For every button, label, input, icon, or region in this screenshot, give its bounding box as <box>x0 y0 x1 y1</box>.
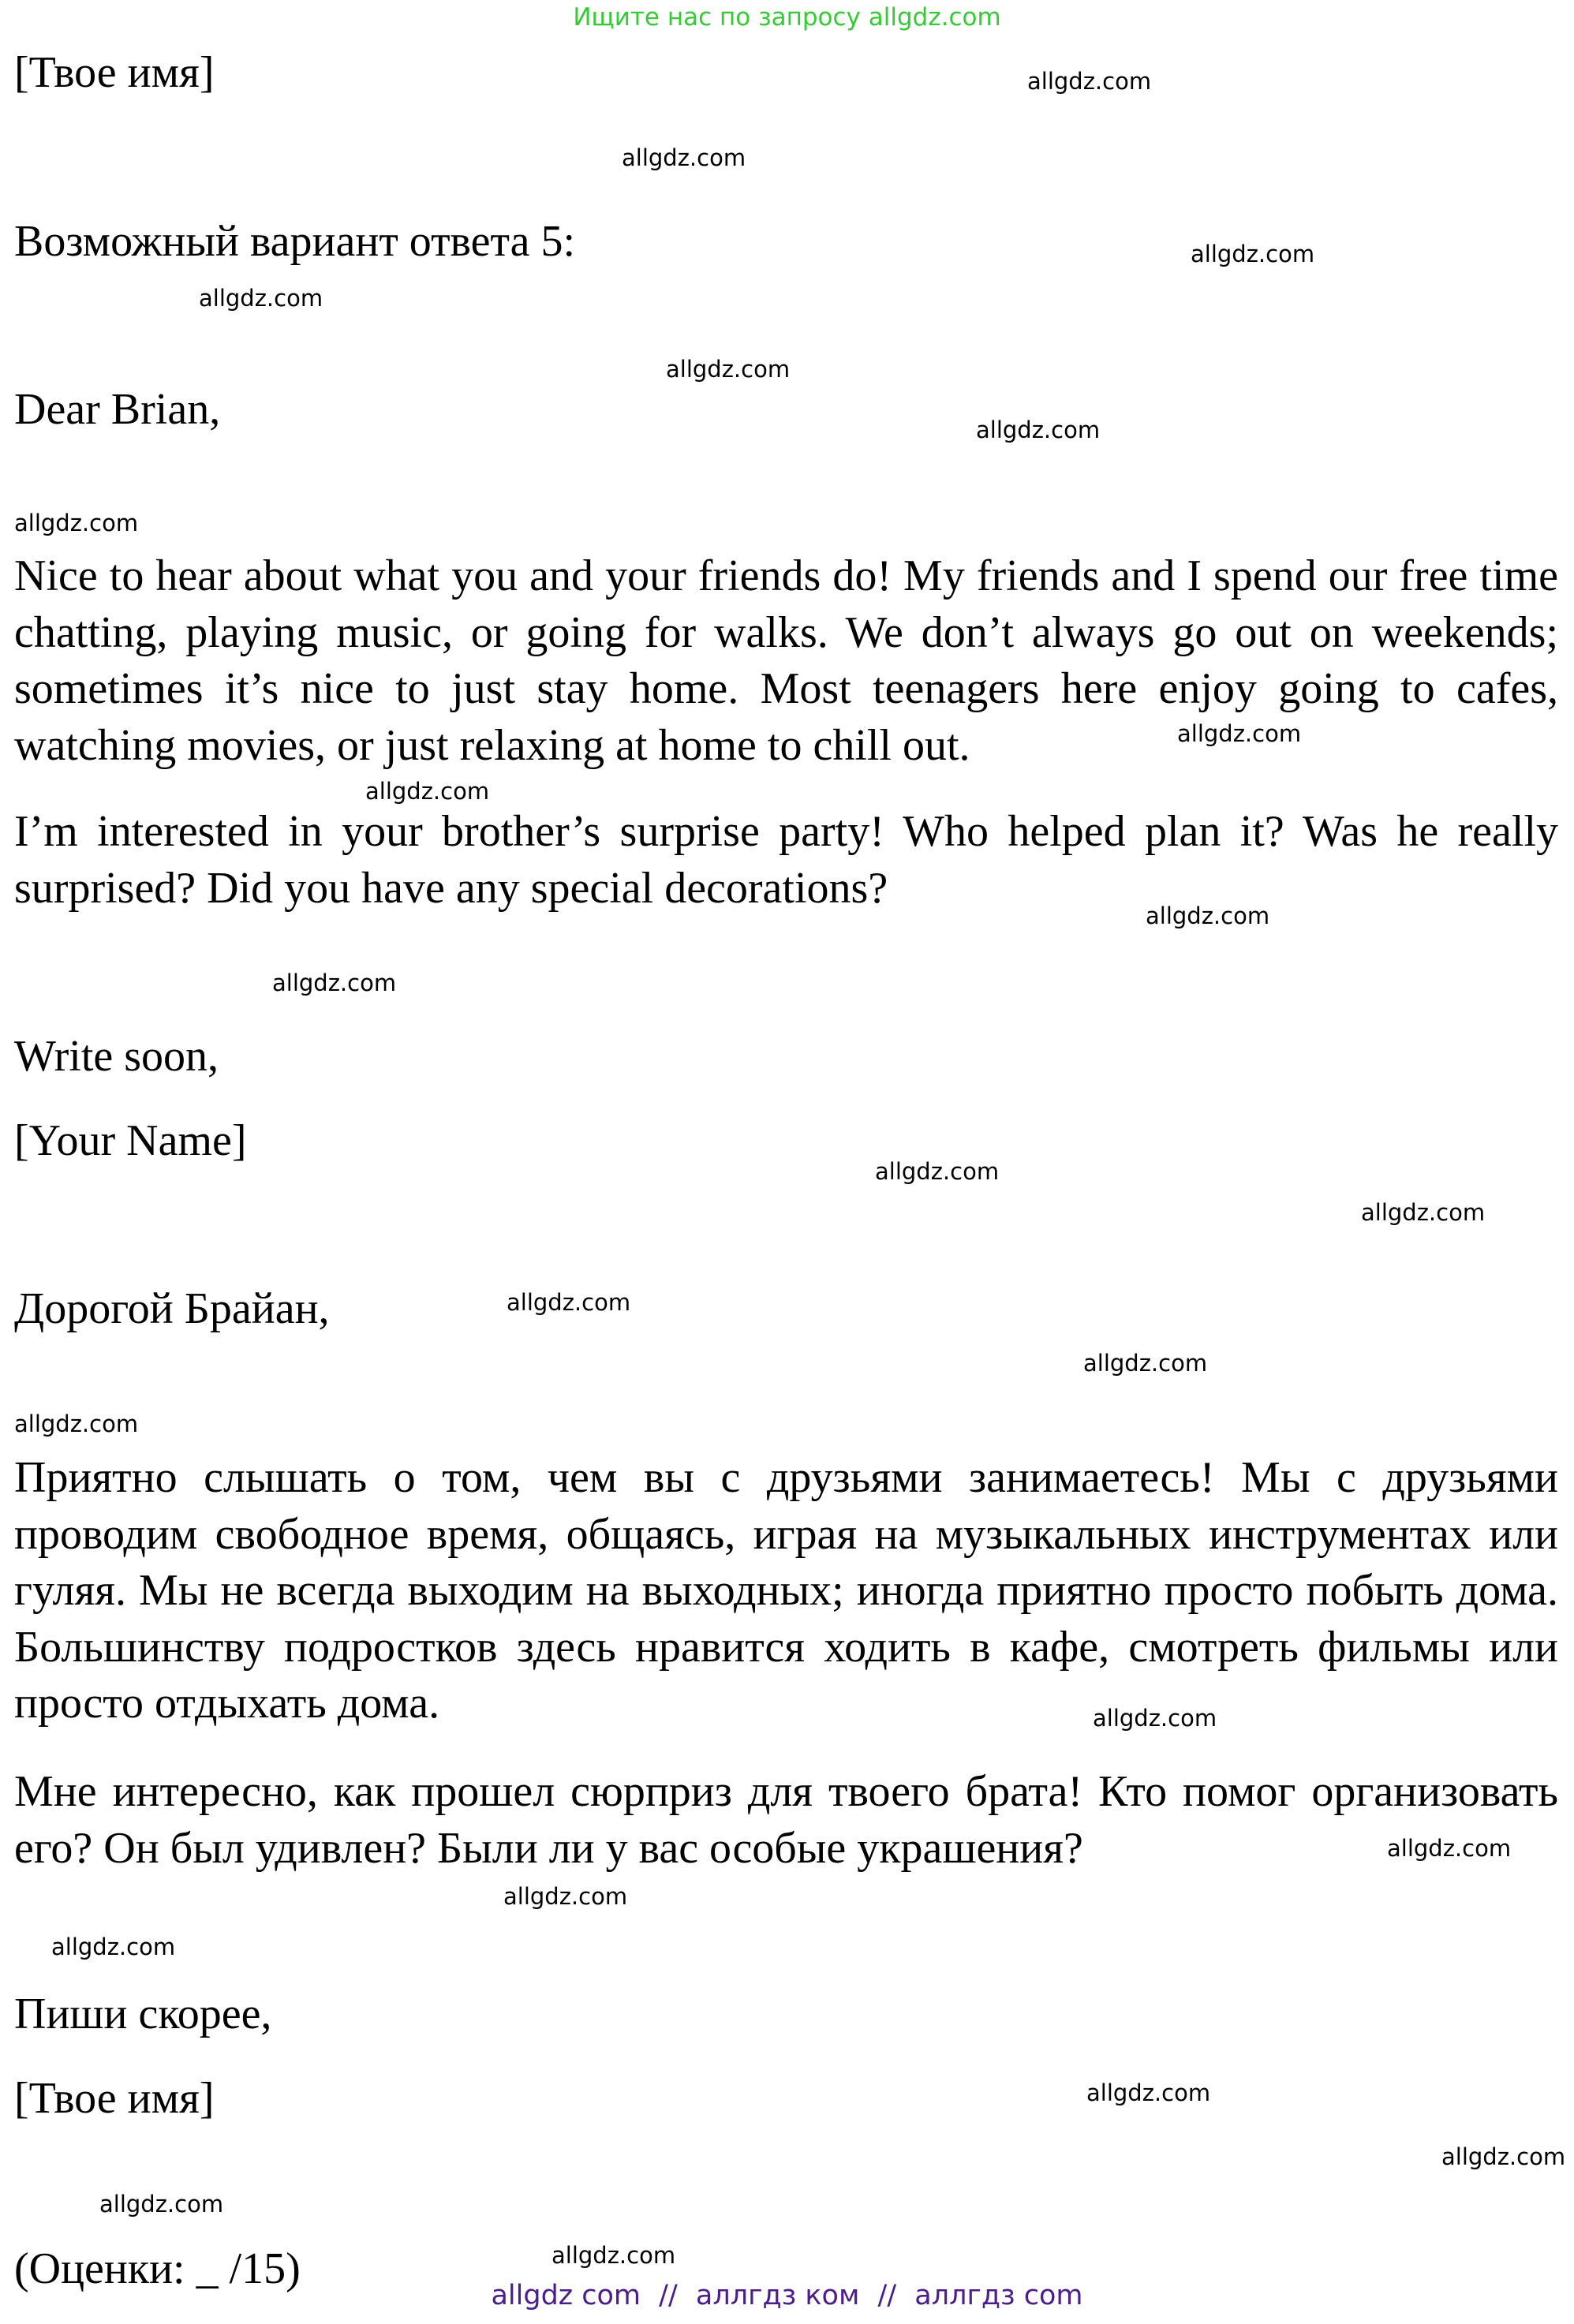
watermark: allgdz.com <box>1191 241 1315 267</box>
watermark: allgdz.com <box>875 1158 1000 1185</box>
watermark: allgdz.com <box>551 2242 676 2269</box>
footer-separator: // <box>659 2280 678 2311</box>
watermark: allgdz.com <box>1093 1705 1217 1732</box>
watermark: allgdz.com <box>1146 902 1270 929</box>
header-search-link[interactable]: Ищите нас по запросу allgdz.com <box>573 3 1001 32</box>
watermark: allgdz.com <box>272 970 397 996</box>
watermark: allgdz.com <box>1027 68 1152 95</box>
russian-paragraph-1: Приятно слышать о том, чем вы с друзьями занимаетесь! Мы с друзьями проводим свободное время, общаясь, играя на музыкальных инструментах или гуляя. Мы не всегда выходим на выходных; иногда приятно просто побыть дома. Большинству подростков здесь нравится ходить в кафе, смотреть фильмы или просто отдыхать дома. <box>14 1453 1558 1728</box>
footer-links <box>0 2278 1574 2313</box>
watermark: allgdz.com <box>51 1934 176 1960</box>
watermark: allgdz.com <box>365 778 490 805</box>
english-signature: [Your Name] <box>14 1116 247 1165</box>
footer-link-allgdz-com-cyr[interactable]: аллгдз com <box>914 2280 1083 2311</box>
watermark: allgdz.com <box>507 1289 631 1316</box>
russian-signature: [Твое имя] <box>14 2074 215 2123</box>
footer-separator: // <box>877 2280 897 2311</box>
footer-link-allgdz-kom[interactable]: аллгдз ком <box>695 2280 860 2311</box>
english-paragraph-2: I’m interested in your brother’s surprise party! Who helped plan it? Was he really surprised? Did you have any special decorations? <box>14 807 1558 913</box>
watermark: allgdz.com <box>976 417 1101 443</box>
footer-link-allgdz-com[interactable]: allgdz com <box>491 2280 641 2311</box>
watermark: allgdz.com <box>1361 1199 1486 1226</box>
russian-paragraph-2: Мне интересно, как прошел сюрприз для твоего брата! Кто помог организовать его? Он был удивлен? Были ли у вас особые украшения? <box>14 1767 1558 1873</box>
english-paragraph-1: Nice to hear about what you and your friends do! My friends and I spend our free time chatting, playing music, or going for walks. We don’t always go out on weekends; sometimes it’s nice to just stay home. Most teenagers here enjoy going to cafes, watching movies, or just relaxing at home to chill out. <box>14 551 1558 770</box>
watermark: allgdz.com <box>1441 2143 1566 2170</box>
watermark: allgdz.com <box>622 144 746 171</box>
russian-closing: Пиши скорее, <box>14 1990 272 2038</box>
english-greeting: Dear Brian, <box>14 385 221 434</box>
watermark: allgdz.com <box>199 285 323 312</box>
watermark: allgdz.com <box>14 1410 139 1437</box>
watermark: allgdz.com <box>1083 1350 1208 1377</box>
watermark: allgdz.com <box>1086 2079 1211 2106</box>
top-signature: [Твое имя] <box>14 48 215 97</box>
watermark: allgdz.com <box>1387 1835 1512 1862</box>
watermark: allgdz.com <box>1177 720 1302 747</box>
watermark: allgdz.com <box>666 356 791 383</box>
russian-greeting: Дорогой Брайан, <box>14 1284 330 1333</box>
english-closing: Write soon, <box>14 1032 219 1081</box>
answer-title: Возможный вариант ответа 5: <box>14 217 576 266</box>
grade-line: (Оценки: _ /15) <box>14 2244 301 2293</box>
watermark: allgdz.com <box>503 1883 628 1910</box>
watermark: allgdz.com <box>99 2191 224 2218</box>
watermark: allgdz.com <box>14 510 139 536</box>
